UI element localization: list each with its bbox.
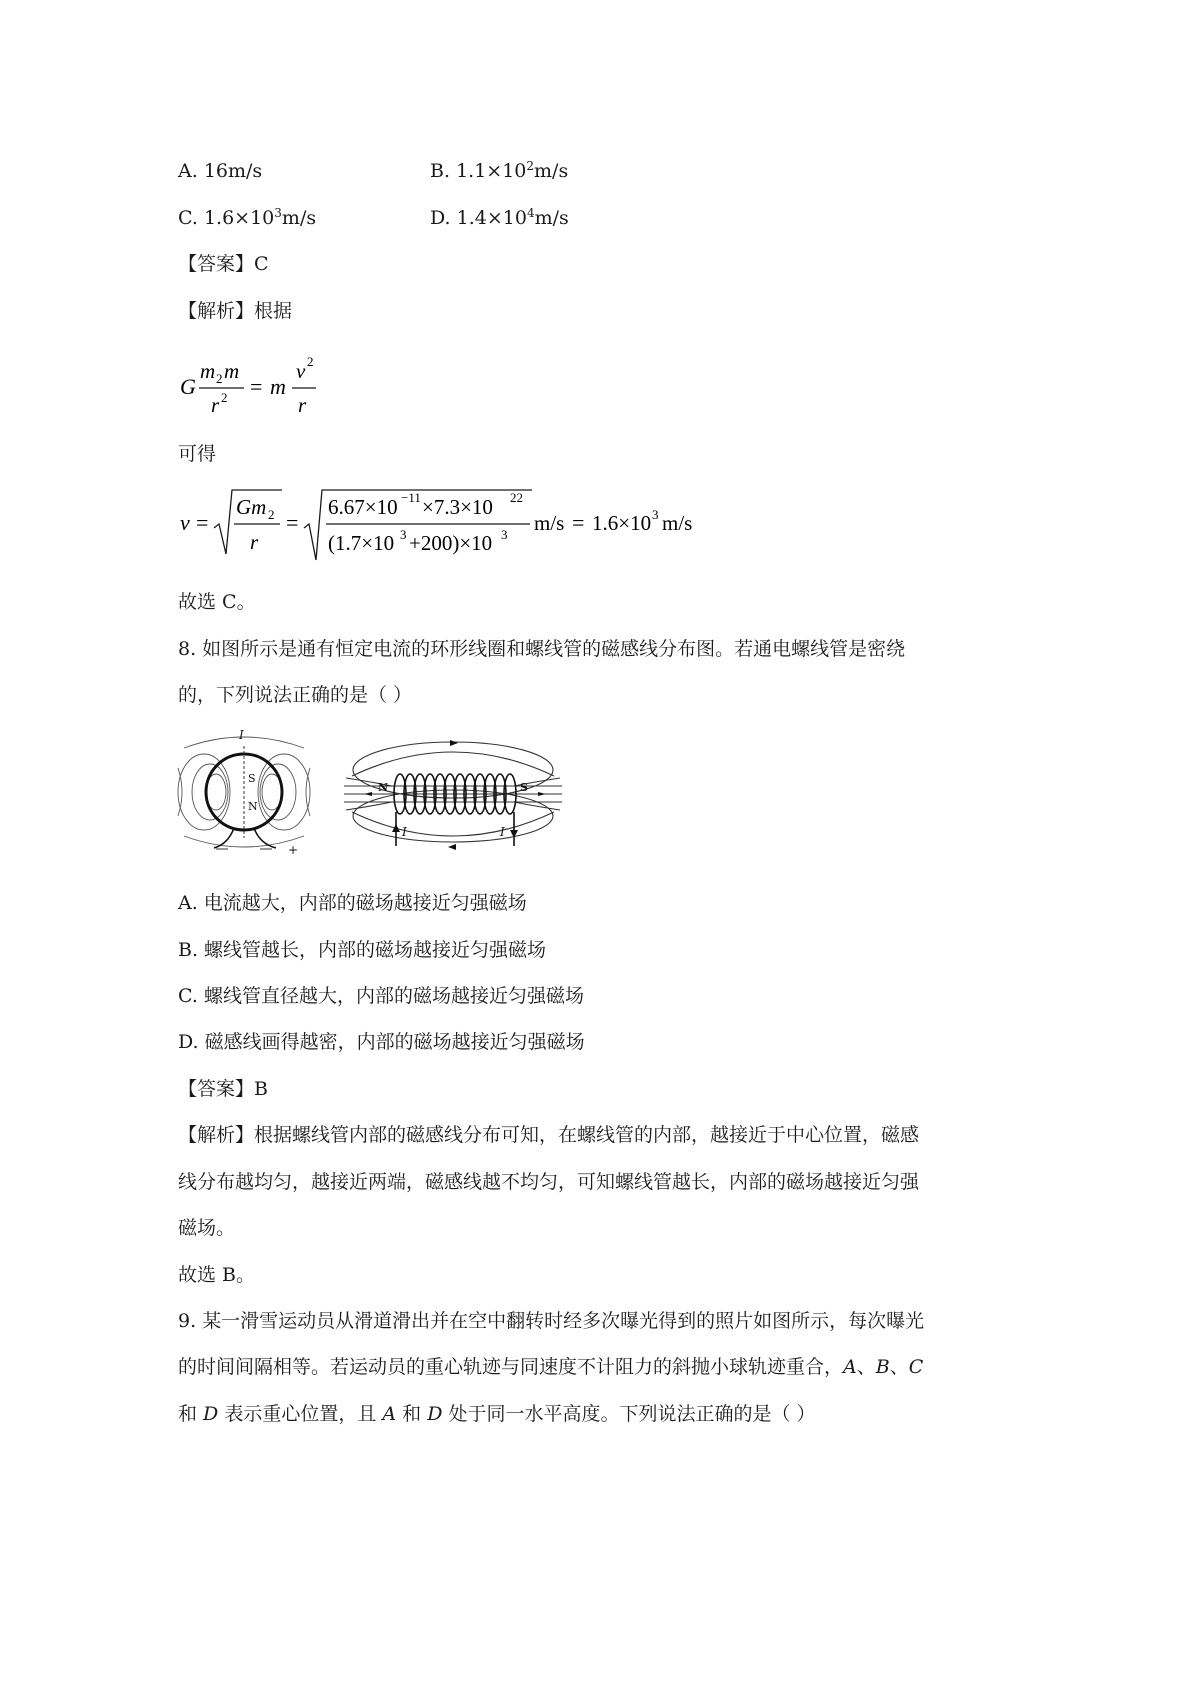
- q9-stem-line1: 9. 某一滑雪运动员从滑道滑出并在空中翻转时经多次曝光得到的照片如图所示，每次曝光: [178, 1310, 925, 1332]
- svg-text:=: =: [572, 510, 585, 535]
- svg-text:m/s: m/s: [534, 511, 565, 535]
- option-a: A. 16m/s: [178, 160, 263, 182]
- solenoid-figure: [342, 728, 564, 862]
- q8-stem-line2: 的，下列说法正确的是（ ）: [178, 684, 413, 706]
- derive-line: 可得: [178, 443, 217, 465]
- svg-text:N: N: [248, 800, 258, 813]
- svg-text:r: r: [250, 530, 259, 554]
- q8-stem-line1: 8. 如图所示是通有恒定电流的环形线圈和螺线管的磁感线分布图。若通电螺线管是密绕: [178, 638, 906, 660]
- svg-text:3: 3: [400, 527, 407, 542]
- svg-text:6.67×10: 6.67×10: [328, 495, 398, 519]
- svg-text:(1.7×10: (1.7×10: [328, 531, 395, 555]
- svg-text:v: v: [180, 510, 190, 535]
- svg-text:+: +: [288, 843, 299, 857]
- conclusion-q8: 故选 B。: [178, 1264, 256, 1286]
- svg-text:S: S: [248, 772, 256, 785]
- svg-text:m/s: m/s: [662, 511, 693, 535]
- svg-text:2: 2: [268, 507, 275, 522]
- q8-analysis-line1: 【解析】根据螺线管内部的磁感线分布可知，在螺线管的内部，越接近于中心位置，磁感: [178, 1124, 920, 1146]
- svg-text:I: I: [239, 728, 244, 742]
- svg-text:N: N: [378, 781, 389, 794]
- svg-text:×7.3×10: ×7.3×10: [422, 495, 493, 519]
- svg-text:22: 22: [510, 490, 523, 505]
- svg-text:2: 2: [307, 354, 314, 369]
- svg-text:I: I: [500, 825, 505, 839]
- answer-line: 【答案】C: [178, 253, 269, 275]
- svg-text:r: r: [211, 393, 220, 417]
- svg-text:Gm: Gm: [236, 495, 267, 519]
- q9-stem-line2: 的时间间隔相等。若运动员的重心轨迹与同速度不计阻力的斜抛小球轨迹重合，A、B、C: [178, 1356, 924, 1378]
- formula-velocity: [178, 486, 738, 570]
- option-d: D. $1.4\times 10^4m/s$: [430, 206, 569, 229]
- svg-text:1.6×10: 1.6×10: [592, 511, 652, 535]
- q8-option-b: B. 螺线管越长，内部的磁场越接近匀强磁场: [178, 939, 547, 961]
- q9-stem-line3: 和 D 表示重心位置，且 A 和 D 处于同一水平高度。下列说法正确的是（ ）: [178, 1403, 816, 1425]
- svg-text:S: S: [520, 781, 528, 794]
- q8-option-c: C. 螺线管直径越大，内部的磁场越接近匀强磁场: [178, 985, 584, 1007]
- analysis-line: 【解析】根据: [178, 300, 293, 322]
- svg-text:m: m: [224, 359, 240, 383]
- q8-answer-line: 【答案】B: [178, 1078, 268, 1100]
- q8-analysis-line3: 磁场。: [178, 1217, 236, 1239]
- option-b: B. $1.1\times 10^2m/s$: [430, 159, 569, 182]
- q8-option-a: A. 电流越大，内部的磁场越接近匀强磁场: [178, 892, 527, 914]
- svg-text:m: m: [270, 374, 286, 399]
- svg-text:2: 2: [216, 371, 223, 386]
- formula-gravity: [178, 350, 348, 430]
- svg-text:+200)×10: +200)×10: [409, 531, 493, 555]
- svg-text:r: r: [298, 393, 307, 417]
- q8-analysis-line2: 线分布越均匀，越接近两端，磁感线越不均匀，可知螺线管越长，内部的磁场越接近匀强: [178, 1171, 920, 1193]
- svg-text:3: 3: [652, 507, 659, 522]
- conclusion-q7: 故选 C。: [178, 591, 256, 613]
- svg-text:−11: −11: [401, 490, 421, 505]
- svg-text:m: m: [200, 359, 216, 383]
- svg-text:G: G: [180, 374, 196, 399]
- q8-option-d: D. 磁感线画得越密，内部的磁场越接近匀强磁场: [178, 1031, 585, 1053]
- svg-text:=: =: [286, 510, 299, 535]
- svg-text:3: 3: [501, 527, 508, 542]
- svg-text:=: =: [250, 374, 263, 399]
- option-c: C. $1.6\times 10^3m/s$: [178, 206, 317, 229]
- svg-text:I: I: [402, 825, 407, 839]
- svg-text:v: v: [296, 359, 306, 383]
- ring-coil-figure: [176, 728, 312, 862]
- svg-text:2: 2: [221, 390, 228, 405]
- svg-text:=: =: [196, 510, 209, 535]
